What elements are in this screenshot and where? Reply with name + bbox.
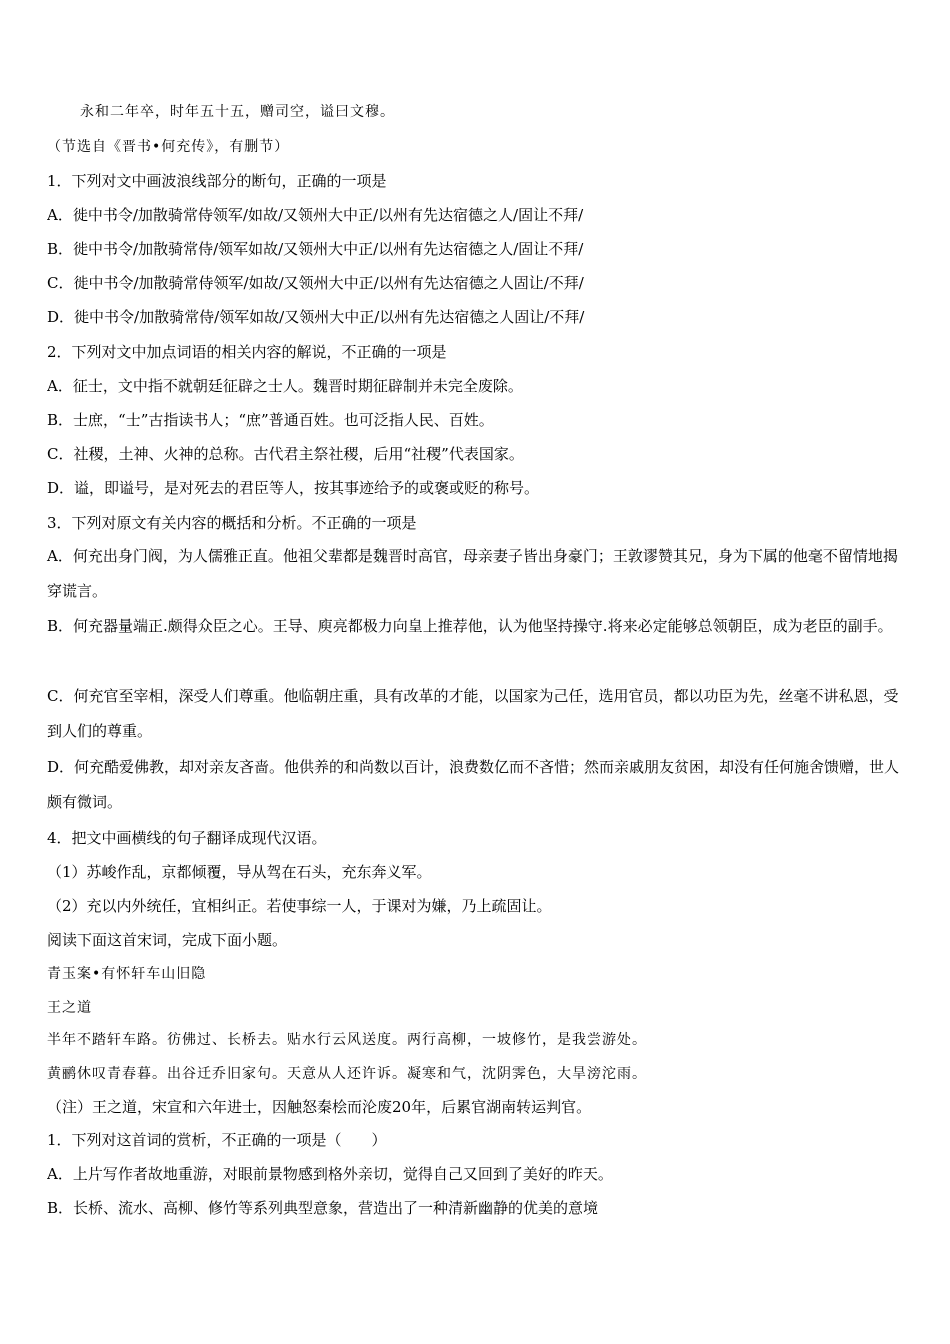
poem-title: 青玉案•有怀轩车山旧隐 bbox=[47, 966, 207, 982]
q3-option-a: A．何充出身门阀，为人儒雅正直。他祖父辈都是魏晋时高官，母亲妻子皆出身豪门；王敦谬赞其兄，身为下属的他毫不留情地揭穿谎言。 bbox=[47, 547, 898, 600]
poem-q1-option-b: B．长桥、流水、高柳、修竹等系列典型意象，营造出了一种清新幽静的优美的意境 bbox=[47, 1199, 599, 1217]
reading-instruction: 阅读下面这首宋词，完成下面小题。 bbox=[47, 931, 288, 949]
q1-option-b: B．徙中书令/加散骑常侍/领军如故/又领州大中正/以州有先达宿德之人/固让不拜/ bbox=[47, 240, 584, 258]
question-2-stem: 2．下列对文中加点词语的相关内容的解说，不正确的一项是 bbox=[47, 343, 447, 361]
q2-option-a: A．征士，文中指不就朝廷征辟之士人。魏晋时期征辟制并未完全废除。 bbox=[47, 377, 523, 395]
question-1-stem: 1．下列对文中画波浪线部分的断句，正确的一项是 bbox=[47, 172, 387, 190]
poem-stanza-2: 黄鹂休叹青春暮。出谷迁乔旧家句。天意从人还许诉。凝寒和气，沈阴霁色，大旱滂沱雨。 bbox=[47, 1066, 647, 1082]
q3-option-b: B．何充器量端正.颇得众臣之心。王导、庾亮都极力向皇上推荐他，认为他坚持操守.将来必定能够总领朝臣，成为老臣的副手。 bbox=[47, 617, 893, 635]
q1-option-a: A．徙中书令/加散骑常侍领军/如故/又领州大中正/以州有先达宿德之人/固让不拜/ bbox=[47, 206, 584, 224]
poem-stanza-1: 半年不踏轩车路。彷佛过、长桥去。贴水行云风送度。两行高柳，一坡修竹，是我尝游处。 bbox=[47, 1032, 647, 1048]
poem-question-1-stem: 1．下列对这首词的赏析，不正确的一项是（ ） bbox=[47, 1131, 387, 1149]
q1-option-d: D．徙中书令/加散骑常侍/领军如故/又领州大中正/以州有先达宿德之人固让/不拜/ bbox=[47, 308, 585, 326]
poem-author: 王之道 bbox=[47, 1000, 92, 1016]
q1-option-c: C．徙中书令/加散骑常侍领军/如故/又领州大中正/以州有先达宿德之人固让/不拜/ bbox=[47, 274, 584, 292]
q4-sentence-2: （2）充以内外统任，宜相纠正。若使事综一人，于课对为嫌，乃上疏固让。 bbox=[47, 897, 552, 915]
source-note: （节选自《晋书•何充传》，有删节） bbox=[47, 139, 290, 155]
poem-q1-option-a: A．上片写作者故地重游，对眼前景物感到格外亲切，觉得自己又回到了美好的昨天。 bbox=[47, 1165, 613, 1183]
q4-sentence-1: （1）苏峻作乱，京都倾覆，导从驾在石头，充东奔义军。 bbox=[47, 863, 432, 881]
passage-line: 永和二年卒，时年五十五，赠司空，谥曰文穆。 bbox=[80, 104, 395, 120]
question-3-stem: 3．下列对原文有关内容的概括和分析。不正确的一项是 bbox=[47, 514, 417, 532]
question-4-stem: 4．把文中画横线的句子翻译成现代汉语。 bbox=[47, 829, 327, 847]
q2-option-d: D．谥，即谥号，是对死去的君臣等人，按其事迹给予的或褒或贬的称号。 bbox=[47, 479, 540, 497]
q3-option-c: C．何充官至宰相，深受人们尊重。他临朝庄重，具有改革的才能，以国家为己任，选用官员，都以功臣为先，丝毫不讲私恩，受到人们的尊重。 bbox=[47, 687, 899, 740]
q2-option-b: B．士庶，“士”古指读书人；“庶”普通百姓。也可泛指人民、百姓。 bbox=[47, 411, 494, 429]
q2-option-c: C．社稷，土神、火神的总称。古代君主祭社稷，后用“社稷”代表国家。 bbox=[47, 445, 524, 463]
q3-option-d: D．何充酷爱佛教，却对亲友吝啬。他供养的和尚数以百计，浪费数亿而不吝惜；然而亲戚朋友贫困，却没有任何施舍馈赠，世人颇有微词。 bbox=[47, 758, 900, 811]
poem-annotation: （注）王之道，宋宣和六年进士，因触怒秦桧而沦废20年，后累官湖南转运判官。 bbox=[47, 1098, 592, 1116]
